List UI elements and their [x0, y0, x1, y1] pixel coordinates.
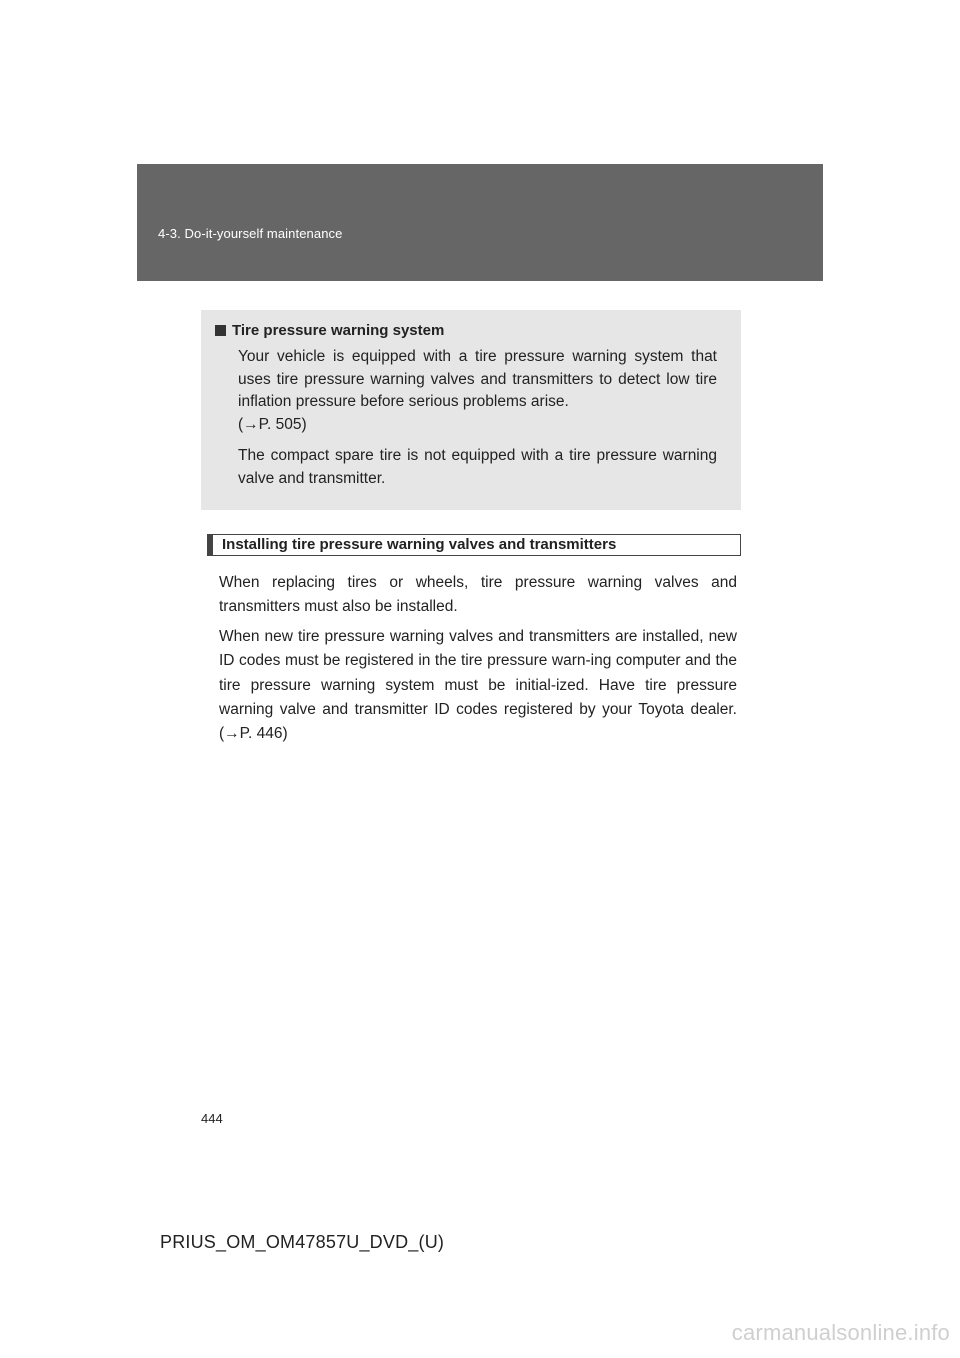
square-bullet-icon	[215, 325, 226, 336]
document-code: PRIUS_OM_OM47857U_DVD_(U)	[160, 1232, 445, 1252]
body-paragraph-1: When replacing tires or wheels, tire pressure warning valves and transmitters must also be installed.	[219, 574, 737, 616]
page-number: 444	[201, 1111, 223, 1126]
info-paragraph-2: The compact spare tire is not equipped with a tire pressure warning valve and transmitter.	[238, 447, 717, 487]
info-box	[201, 310, 741, 510]
watermark: carmanualsonline.info	[731, 1320, 950, 1345]
section-heading	[207, 534, 741, 556]
info-paragraph-1-text: Your vehicle is equipped with a tire pressure warning system that uses tire pressure warning valves and transmitters to detect low tire inflation pressure before serious problems arise.	[238, 348, 717, 411]
section-label: 4-3. Do-it-yourself maintenance	[158, 226, 343, 241]
header-band	[137, 164, 823, 281]
page-reference: (→P. 505)	[238, 415, 307, 433]
info-heading	[215, 322, 444, 339]
info-paragraph-1	[238, 346, 717, 436]
section-heading-bar	[208, 535, 213, 555]
body-paragraph-2: When new tire pressure warning valves and transmitters are installed, new ID codes must be registered in the tire pressure warn-ing computer and the tire pressure warning system must be initial-ized. Have tire pressure warning valve and transmitter ID codes registered by your Toyota dealer. (→P. 446)	[219, 628, 737, 743]
section-heading-text: Installing tire pressure warning valves and transmitters	[222, 536, 617, 553]
info-heading-text: Tire pressure warning system	[232, 322, 445, 339]
